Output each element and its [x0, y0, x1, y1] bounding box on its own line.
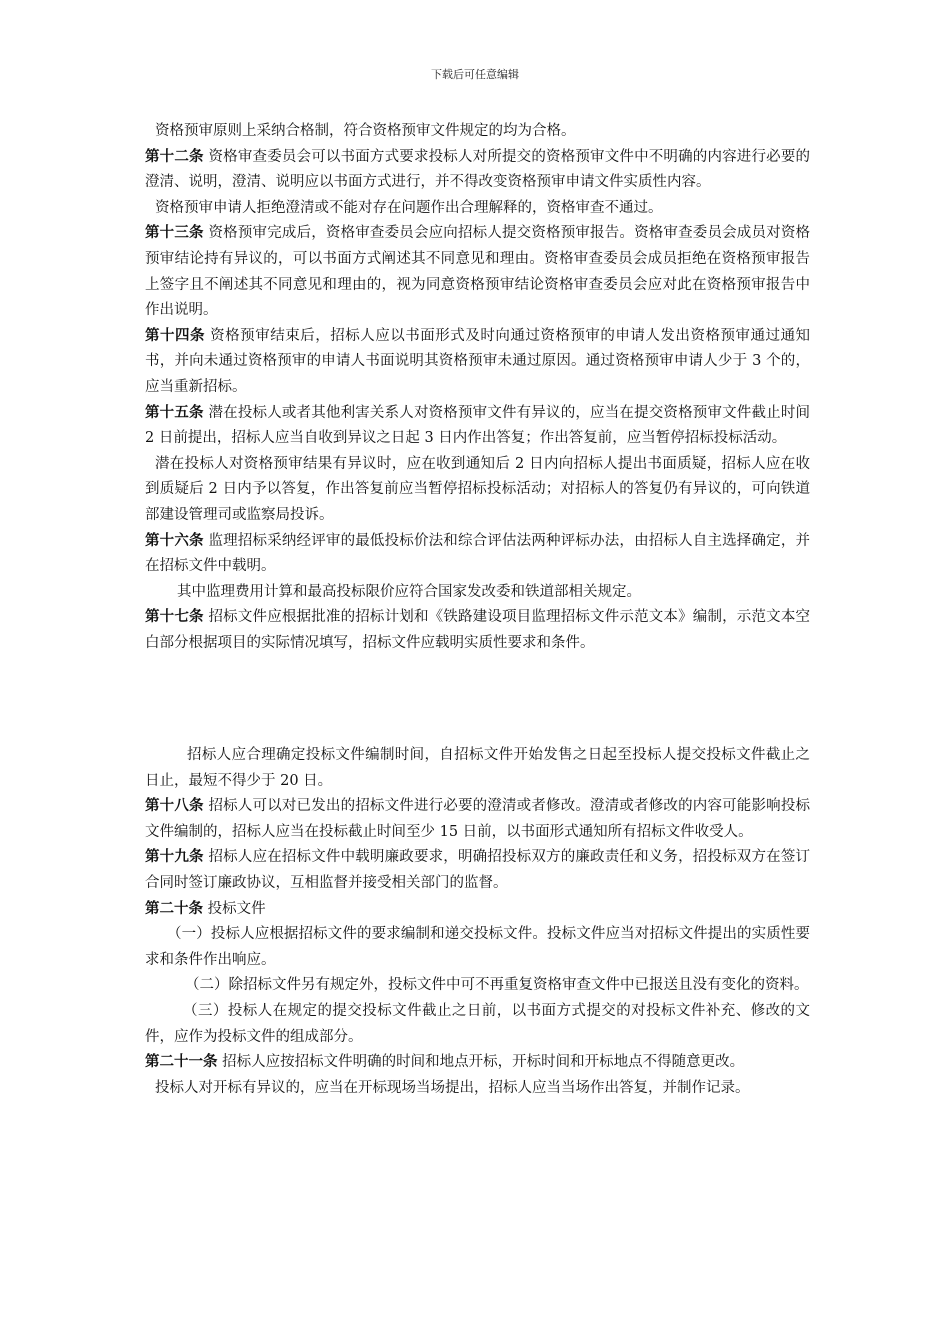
article-heading: 第二十一条: [145, 1054, 218, 1071]
article-heading: 第十六条: [145, 532, 204, 549]
article-heading: 第十五条: [145, 404, 204, 421]
article-21: 第二十一条 招标人应按招标文件明确的时间和地点开标，开标时间和开标地点不得随意更改。: [145, 1054, 745, 1071]
paragraph: 投标人对开标有异议的，应当在开标现场当场提出，招标人应当当场作出答复，并制作记录。: [155, 1079, 750, 1096]
article-heading: 第十八条: [145, 798, 204, 815]
paragraph: 资格预审原则上采纳合格制，符合资格预审文件规定的均为合格。: [155, 123, 576, 139]
article-18: 第十八条 招标人可以对已发出的招标文件进行必要的澄清或者修改。澄清或者修改的内容可能影响投标文件编制的，招标人应当在投标截止时间至少 15 日前，以书面形式通知所有招标文件收受人。: [145, 798, 810, 840]
paragraph: 潜在投标人对资格预审结果有异议时，应在收到通知后 2 日内向招标人提出书面质疑，招标人应在收到质疑后 2 日内予以答复，作出答复前应当暂停招标投标活动；对招标人的答复仍有异议的，可向铁道部建设管理司或监察局投诉。: [145, 455, 810, 523]
article-heading: 第十二条: [145, 148, 204, 165]
paragraph: 其中监理费用计算和最高投标限价应符合国家发改委和铁道部相关规定。: [177, 583, 641, 600]
document-section-2: [145, 743, 810, 1101]
article-heading: 第十七条: [145, 609, 204, 626]
article-17: 第十七条 招标文件应根据批准的招标计划和《铁路建设项目监理招标文件示范文本》编制，示范文本空白部分根据项目的实际情况填写，招标文件应载明实质性要求和条件。: [145, 609, 810, 651]
article-19: 第十九条 招标人应在招标文件中载明廉政要求，明确招投标双方的廉政责任和义务，招投标双方在签订合同时签订廉政协议，互相监督并接受相关部门的监督。: [145, 849, 810, 891]
article-heading: 第十九条: [145, 849, 204, 866]
article-16: 第十六条 监理招标采纳经评审的最低投标价法和综合评估法两种评标办法，由招标人自主选择确定，并在招标文件中载明。: [145, 532, 810, 575]
article-heading: 第十三条: [145, 225, 204, 242]
article-13: 第十三条 资格预审完成后，资格审查委员会应向招标人提交资格预审报告。资格审查委员会成员对资格预审结论持有异议的，可以书面方式阐述其不同意见和理由。资格审查委员会成员拒绝在资格预审报告上签字且不阐述其不同意见和理由的，视为同意资格预审结论资格审查委员会应对此在资格预审报告中作出说明。: [145, 225, 810, 319]
article-20: 第二十条 投标文件: [145, 900, 266, 917]
paragraph: 招标人应合理确定投标文件编制时间，自招标文件开始发售之日起至投标人提交投标文件截止之日止，最短不得少于 20 日。: [145, 747, 810, 789]
page-header: 下载后可任意编辑: [431, 68, 519, 81]
article-14: 第十四条 资格预审结束后，招标人应以书面形式及时向通过资格预审的申请人发出资格预审通过通知书，并向未通过资格预审的申请人书面说明其资格预审未通过原因。通过资格预审申请人少于 3 个的，应当重新招标。: [145, 327, 811, 395]
article-heading: 第十四条: [145, 327, 206, 344]
article-12: 第十二条 资格审查委员会可以书面方式要求投标人对所提交的资格预审文件中不明确的内容进行必要的澄清、说明，澄清、说明应以书面方式进行，并不得改变资格预审申请文件实质性内容。: [145, 148, 810, 191]
clause-3: （三）投标人在规定的提交投标文件截止之日前，以书面方式提交的对投标文件补充、修改的文件，应作为投标文件的组成部分。: [145, 1002, 810, 1045]
paragraph: 资格预审申请人拒绝澄清或不能对存在问题作出合理解释的，资格审查不通过。: [155, 199, 663, 216]
article-heading: 第二十条: [145, 900, 203, 917]
article-15: 第十五条 潜在投标人或者其他利害关系人对资格预审文件有异议的，应当在提交资格预审文件截止时间 2 日前提出，招标人应当自收到异议之日起 3 日内作出答复；作出答复前，应当暂停招标投标活动。: [145, 404, 810, 447]
clause-1: （一）投标人应根据招标文件的要求编制和递交投标文件。投标文件应当对招标文件提出的实质性要求和条件作出响应。: [145, 926, 810, 968]
document-section-1: [145, 119, 810, 656]
clause-2: （二）除招标文件另有规定外，投标文件中可不再重复资格审查文件中已报送且没有变化的资料。: [185, 977, 809, 994]
